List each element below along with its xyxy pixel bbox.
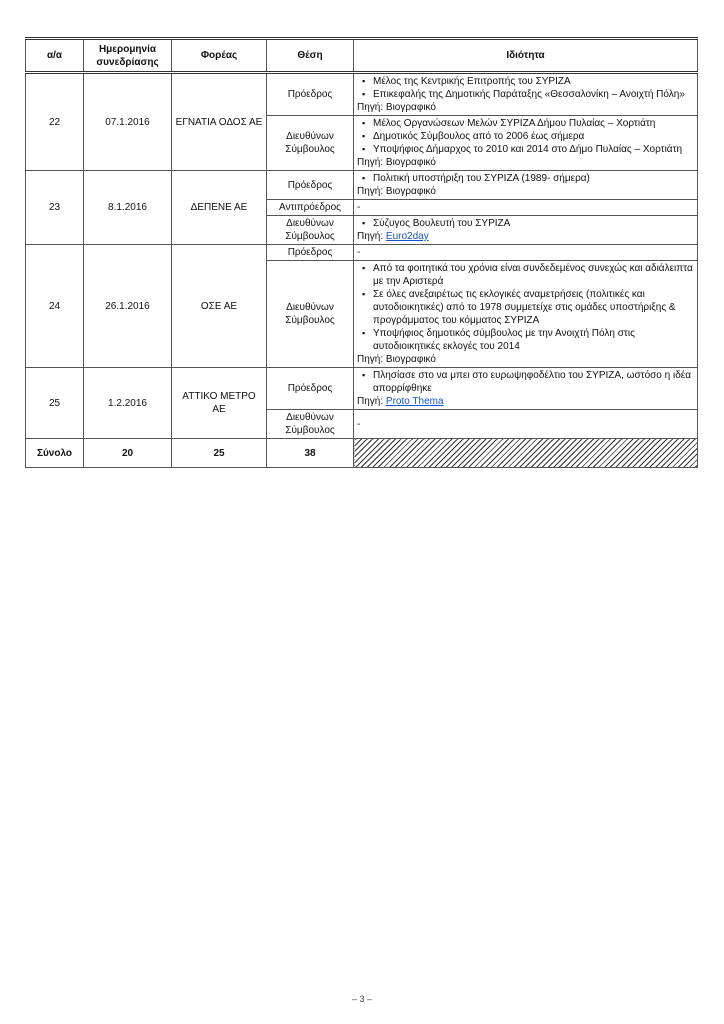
property-dash: - — [357, 418, 361, 430]
source-text: Βιογραφικό — [385, 102, 436, 113]
table-row — [26, 368, 698, 410]
position-cell: Διευθύνων Σύμβουλος — [267, 116, 354, 171]
total-row — [26, 439, 698, 468]
property-cell — [354, 73, 698, 116]
meeting-date: 8.1.2016 — [84, 171, 172, 245]
source-text: Βιογραφικό — [385, 354, 436, 365]
source-label: Πηγή: — [357, 157, 384, 168]
source-label: Πηγή: — [357, 186, 384, 197]
property-cell — [354, 216, 698, 245]
organization-name: ΑΤΤΙΚΟ ΜΕΤΡΟ ΑΕ — [172, 368, 267, 439]
property-cell — [354, 368, 698, 410]
property-cell — [354, 116, 698, 171]
source-label: Πηγή: — [357, 102, 384, 113]
property-bullet-list — [357, 262, 694, 353]
total-organizations: 25 — [172, 439, 267, 468]
property-bullet-list — [357, 217, 694, 230]
source-line — [357, 230, 694, 243]
source-label: Πηγή: — [357, 354, 384, 365]
property-bullet: ▪ Από τα φοιτητικά του χρόνια είναι συνδεδεμένος συνεχώς και αδιάλειπτα με την Αριστερά — [373, 262, 694, 288]
property-bullet: ▪ Επικεφαλής της Δημοτικής Παράταξης «Θεσσαλονίκη – Ανοιχτή Πόλη» — [373, 88, 694, 101]
property-bullet: ▪ Πλησίασε στο να μπει στο ευρωψηφοδέλτιο του ΣΥΡΙΖΑ, ωστόσο η ιδέα απορρίφθηκε — [373, 369, 694, 395]
position-cell: Πρόεδρος — [267, 171, 354, 200]
row-number: 25 — [26, 368, 84, 439]
source-line — [357, 185, 694, 198]
table-row — [26, 73, 698, 116]
property-bullet-list — [357, 172, 694, 185]
meeting-date: 1.2.2016 — [84, 368, 172, 439]
meeting-date: 07.1.2016 — [84, 73, 172, 171]
organization-name: ΔΕΠΕΝΕ ΑΕ — [172, 171, 267, 245]
row-number: 22 — [26, 73, 84, 171]
property-cell — [354, 200, 698, 216]
property-bullet: ▪ Δημοτικός Σύμβουλος από το 2006 έως σήμερα — [373, 130, 694, 143]
property-dash: - — [357, 247, 361, 258]
total-dates: 20 — [84, 439, 172, 468]
meeting-date: 26.1.2016 — [84, 245, 172, 368]
source-text: Βιογραφικό — [385, 157, 436, 168]
property-bullet: ▪ Υποψήφιος Δήμαρχος το 2010 και 2014 στο Δήμο Πυλαίας – Χορτιάτη — [373, 143, 694, 156]
source-link[interactable]: Euro2day — [385, 231, 429, 242]
property-cell — [354, 245, 698, 261]
organization-name: ΟΣΕ ΑΕ — [172, 245, 267, 368]
row-number: 23 — [26, 171, 84, 245]
source-link[interactable]: Proto Thema — [385, 396, 444, 407]
property-bullet: ▪ Σε όλες ανεξαιρέτως τις εκλογικές αναμετρήσεις (πολιτικές και αυτοδιοικητικές) από το 1978 συμμετείχε στις ομάδες υποστήριξης & προγράμματος του κόμματος ΣΥΡΙΖΑ — [373, 288, 694, 327]
property-bullet: ▪ Υποψήφιος δημοτικός σύμβουλος με την Ανοιχτή Πόλη στις αυτοδιοικητικές εκλογές του 2014 — [373, 327, 694, 353]
header-property: Ιδιότητα — [354, 39, 698, 73]
source-line — [357, 156, 694, 169]
property-bullet: ▪ Σύζυγος Βουλευτή του ΣΥΡΙΖΑ — [373, 217, 694, 230]
property-bullet-list — [357, 117, 694, 156]
table-row — [26, 171, 698, 200]
source-line — [357, 101, 694, 114]
appointments-table — [25, 37, 698, 468]
property-bullet-list — [357, 75, 694, 101]
total-label: Σύνολο — [26, 439, 84, 468]
source-line — [357, 353, 694, 366]
position-cell: Διευθύνων Σύμβουλος — [267, 261, 354, 368]
organization-name: ΕΓΝΑΤΙΑ ΟΔΟΣ ΑΕ — [172, 73, 267, 171]
header-date: Ημερομηνία συνεδρίασης — [84, 39, 172, 73]
source-label: Πηγή: — [357, 231, 384, 242]
hatched-cell — [354, 439, 698, 468]
header-num: α/α — [26, 39, 84, 73]
property-dash: - — [357, 202, 361, 213]
position-cell: Διευθύνων Σύμβουλος — [267, 410, 354, 439]
source-text: Βιογραφικό — [385, 186, 436, 197]
total-positions: 38 — [267, 439, 354, 468]
table-row — [26, 245, 698, 261]
header-position: Θέση — [267, 39, 354, 73]
table-body — [26, 73, 698, 439]
property-bullet: ▪ Μέλος Οργανώσεων Μελών ΣΥΡΙΖΑ Δήμου Πυλαίας – Χορτιάτη — [373, 117, 694, 130]
position-cell: Διευθύνων Σύμβουλος — [267, 216, 354, 245]
header-row — [26, 39, 698, 73]
position-cell: Πρόεδρος — [267, 73, 354, 116]
source-line — [357, 395, 694, 408]
property-bullet: ▪ Πολιτική υποστήριξη του ΣΥΡΙΖΑ (1989- σήμερα) — [373, 172, 694, 185]
property-cell — [354, 171, 698, 200]
page-number: – 3 – — [351, 994, 373, 1004]
source-label: Πηγή: — [357, 396, 384, 407]
header-organization: Φορέας — [172, 39, 267, 73]
row-number: 24 — [26, 245, 84, 368]
property-cell — [354, 261, 698, 368]
property-bullet-list — [357, 369, 694, 395]
property-cell — [354, 410, 698, 439]
position-cell: Αντιπρόεδρος — [267, 200, 354, 216]
position-cell: Πρόεδρος — [267, 245, 354, 261]
property-bullet: ▪ Μέλος της Κεντρικής Επιτροπής του ΣΥΡΙΖΑ — [373, 75, 694, 88]
position-cell: Πρόεδρος — [267, 368, 354, 410]
